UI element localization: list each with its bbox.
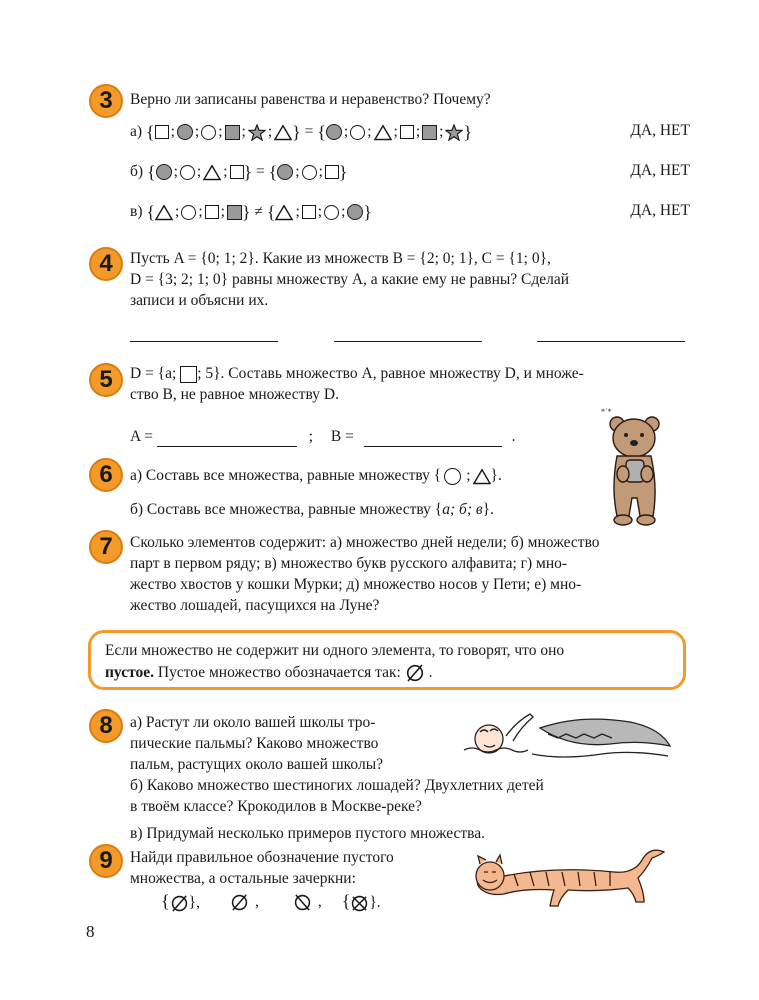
text-line: пальм, растущих около вашей школы?: [130, 756, 383, 773]
task-6-line-a: а) Составь все множества, равные множеству { ; }.: [130, 467, 502, 484]
period: .: [511, 428, 516, 445]
text-part: }.: [490, 467, 502, 484]
text-line: а) Растут ли около вашей школы тро-: [130, 714, 376, 731]
page-number: 8: [86, 922, 95, 941]
filled-circle-icon: [277, 164, 293, 180]
option-4[interactable]: [342, 891, 381, 913]
text-part: }.: [482, 501, 494, 518]
row-label: б): [130, 163, 144, 180]
text-line: [130, 363, 690, 384]
brace: {: [341, 891, 351, 912]
set-b-answer-line[interactable]: [364, 432, 502, 447]
filled-square-icon: [422, 125, 437, 140]
task-number-badge: 5: [89, 363, 123, 397]
text-line: Пусть A = {0; 1; 2}. Какие из множеств B = {2; 0; 1}, C = {1; 0},: [130, 250, 551, 267]
text-part: а) Составь все множества, равные множеству {: [130, 467, 442, 484]
filled-square-icon: [225, 125, 240, 140]
option-3[interactable]: [293, 893, 322, 912]
not-equals-sign: ≠: [254, 203, 263, 220]
filled-circle-icon: [347, 204, 363, 220]
filled-square-icon: [227, 205, 242, 220]
square-icon: [302, 205, 316, 219]
separator: ;: [308, 428, 314, 445]
yes-no-answer: ДА, НЕТ: [630, 162, 690, 179]
swimmer-crocodile-illustration: [462, 706, 674, 764]
crossed-circle-icon: [350, 894, 369, 913]
circle-icon: [324, 205, 339, 220]
task-6: [89, 458, 689, 528]
square-icon: [205, 205, 219, 219]
circle-icon: [350, 125, 365, 140]
task-6-line-b: [130, 498, 690, 522]
task-3-row-b: б) { ; ; ; } = { ; ; } ДА, НЕТ: [130, 161, 690, 182]
text-line: множества, а остальные зачеркни:: [130, 870, 356, 887]
comma: ,: [317, 892, 322, 910]
task-9-text: [130, 847, 470, 889]
text-line: жество хвостов у кошки Мурки; д) множество носов у Пети; е) мно-: [130, 576, 582, 593]
text-part: D = {a;: [130, 365, 177, 382]
task-number-badge: 8: [89, 709, 123, 743]
task-5-answer-row: [130, 426, 516, 447]
task-7-text: [130, 532, 686, 616]
text-part: Пустое множество обозначается так:: [154, 664, 401, 681]
empty-set-icon: [230, 893, 249, 912]
task-3-row-a: а) { ; ; ; ; ; } = { ; ; ; ; ; } ДА, НЕТ: [130, 121, 690, 142]
task-4-text: [130, 248, 690, 311]
square-icon: [155, 125, 169, 139]
brace: }.: [369, 894, 381, 912]
square-icon: [180, 366, 197, 383]
text-line: в) Придумай несколько примеров пустого множества.: [130, 825, 486, 842]
circle-icon: [302, 165, 317, 180]
text-line: записи и объясни их.: [130, 292, 269, 309]
answer-line[interactable]: [334, 341, 482, 342]
task-4: [89, 244, 689, 344]
circle-icon: [180, 165, 195, 180]
brace: {: [161, 891, 170, 912]
task-7: [89, 530, 689, 620]
triangle-icon: [274, 124, 292, 141]
square-icon: [230, 165, 244, 179]
set-a-answer-line[interactable]: [157, 432, 297, 447]
text-part: ; 5}. Составь множество A, равное множеству D, и множе-: [197, 365, 584, 382]
triangle-icon: [275, 204, 293, 221]
row-label: в): [130, 203, 143, 220]
task-number-badge: 6: [89, 458, 123, 492]
empty-set-icon: [405, 663, 425, 683]
empty-set-options: [161, 890, 481, 914]
answer-line[interactable]: [130, 341, 278, 342]
row-label: а): [130, 123, 143, 140]
text-part: б) Составь все множества, равные множеству {: [130, 501, 443, 518]
text-line: б) Каково множество шестиногих лошадей? Двухлетних детей: [130, 777, 544, 794]
comma: ,: [254, 892, 259, 910]
yes-no-answer: ДА, НЕТ: [630, 202, 690, 219]
brace: },: [188, 894, 200, 912]
task-number-badge: 3: [89, 84, 123, 118]
text-line: ство B, не равное множеству D.: [130, 386, 339, 403]
triangle-icon: [155, 204, 173, 221]
triangle-icon: [203, 164, 221, 181]
circle-icon: [444, 468, 461, 485]
yes-no-answer: ДА, НЕТ: [630, 122, 690, 139]
empty-set-definition-box: [88, 630, 686, 690]
set-a-label: A =: [130, 428, 153, 445]
circle-icon: [201, 125, 216, 140]
option-2[interactable]: [230, 893, 259, 912]
filled-circle-icon: [326, 124, 342, 140]
task-3-question: Верно ли записаны равенства и неравенство? Почему?: [130, 91, 491, 108]
equals-sign: =: [304, 123, 314, 140]
text-line: в твоём классе? Крокодилов в Москве-реке?: [130, 798, 422, 815]
task-3: [89, 84, 689, 244]
text-line: D = {3; 2; 1; 0} равны множеству A, а какие ему не равны? Сделай: [130, 271, 570, 288]
task-number-badge: 9: [89, 844, 123, 878]
task-3-row-c: в) { ; ; ; } ≠ { ; ; ; } ДА, НЕТ: [130, 201, 690, 222]
text-line: парт в первом ряду; в) множество букв русского алфавита; г) мно-: [130, 555, 568, 572]
text-line: Если множество не содержит ни одного элемента, то говорят, что оно: [105, 642, 565, 659]
text-part: .: [428, 664, 433, 681]
triangle-icon: [473, 468, 491, 485]
triangle-icon: [374, 124, 392, 141]
task-number-badge: 7: [89, 530, 123, 564]
square-icon: [400, 125, 414, 139]
text-line: [105, 662, 669, 684]
text-line: Сколько элементов содержит: а) множество дней недели; б) множество: [130, 534, 600, 551]
filled-circle-icon: [177, 124, 193, 140]
star-icon: [445, 124, 463, 141]
equals-sign: =: [256, 163, 265, 180]
answer-line[interactable]: [537, 341, 685, 342]
set-b-label: B =: [330, 428, 354, 445]
set-elements: а; б; в: [442, 501, 483, 518]
filled-circle-icon: [156, 164, 172, 180]
star-icon: [248, 124, 266, 141]
square-icon: [325, 165, 339, 179]
svg-text:⁎·⁎: ⁎·⁎: [601, 405, 612, 414]
text-line: Найди правильное обозначение пустого: [130, 849, 394, 866]
tiger-illustration: [474, 846, 684, 912]
option-1[interactable]: [161, 891, 200, 913]
text-line: пические пальмы? Каково множество: [130, 735, 379, 752]
term-bold: пустое.: [105, 664, 154, 681]
circle-icon: [181, 205, 196, 220]
empty-set-reversed-icon: [293, 893, 312, 912]
empty-set-icon: [170, 894, 189, 913]
task-number-badge: 4: [89, 247, 123, 281]
text-line: жество лошадей, пасущихся на Луне?: [130, 597, 380, 614]
